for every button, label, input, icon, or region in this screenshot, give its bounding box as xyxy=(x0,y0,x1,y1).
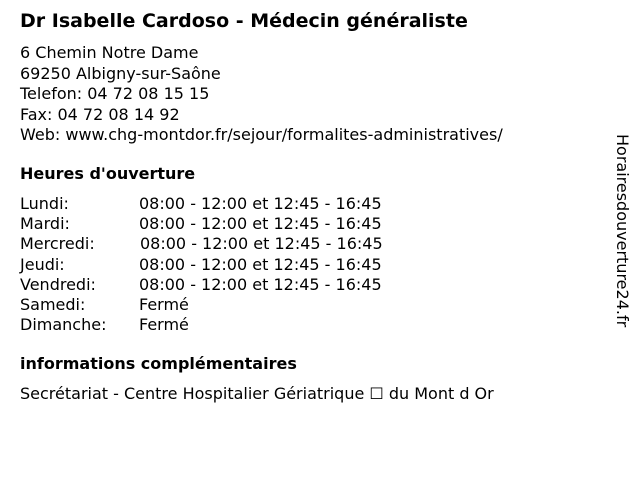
day-label: Dimanche: xyxy=(20,315,107,335)
address-city: 69250 Albigny-sur-Saône xyxy=(20,63,221,83)
phone-number: Telefon: 04 72 08 15 15 xyxy=(20,84,210,103)
day-hours: 08:00 - 12:00 et 12:45 - 16:45 xyxy=(140,234,383,254)
day-hours: 08:00 - 12:00 et 12:45 - 16:45 xyxy=(139,214,382,234)
day-label: Jeudi: xyxy=(20,254,65,274)
additional-info-heading: informations complémentaires xyxy=(20,354,297,373)
opening-hours-heading: Heures d'ouverture xyxy=(20,164,196,183)
page-title: Dr Isabelle Cardoso - Médecin généraliste xyxy=(20,10,468,32)
website-url: Web: www.chg-montdor.fr/sejour/formalites-administratives/ xyxy=(20,125,503,144)
day-label: Samedi: xyxy=(20,294,86,314)
site-watermark: Horairesdouverture24.fr xyxy=(613,134,632,328)
day-label: Mercredi: xyxy=(20,234,95,254)
day-label: Lundi: xyxy=(20,194,69,213)
additional-info-text: Secrétariat - Centre Hospitalier Gériatrique ☐ du Mont d Or xyxy=(20,384,494,403)
day-hours: 08:00 - 12:00 et 12:45 - 16:45 xyxy=(139,254,382,274)
contact-block xyxy=(20,43,503,146)
day-hours: 08:00 - 12:00 et 12:45 - 16:45 xyxy=(139,194,382,213)
day-hours: Fermé xyxy=(139,294,189,314)
day-label: Vendredi: xyxy=(20,274,96,294)
fax-number: Fax: 04 72 08 14 92 xyxy=(20,104,180,124)
address-street: 6 Chemin Notre Dame xyxy=(20,43,199,62)
day-hours: Fermé xyxy=(139,315,189,335)
day-hours: 08:00 - 12:00 et 12:45 - 16:45 xyxy=(139,274,382,294)
day-label: Mardi: xyxy=(20,214,70,234)
